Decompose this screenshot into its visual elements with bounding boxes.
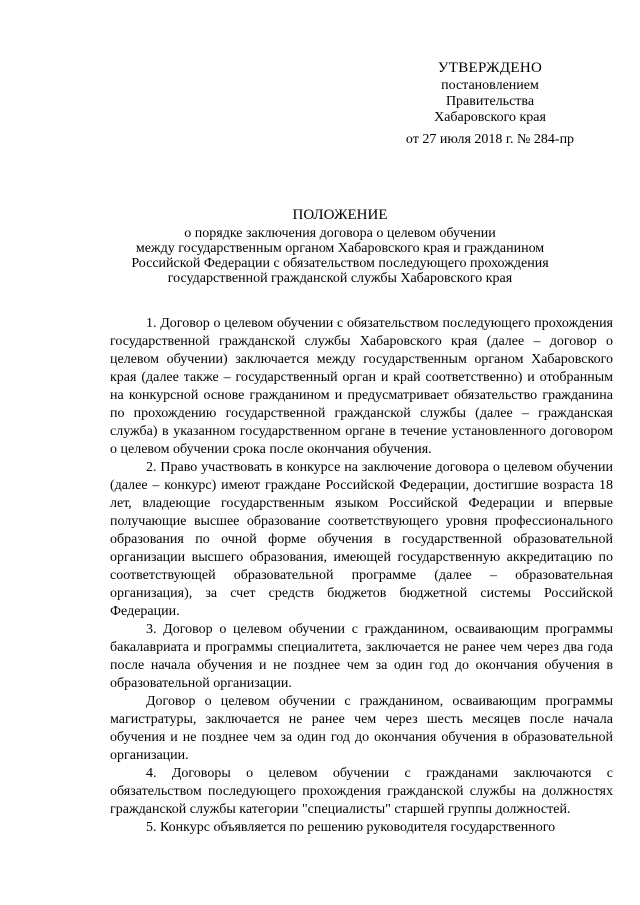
- paragraph-5: 5. Конкурс объявляется по решению руководителя государственного: [146, 820, 556, 835]
- paragraph-1: 1. Договор о целевом обучении с обязательством последующего прохождения государственной гражданской службы Хабаровского края (далее – договор о целевом обучении) заключается между государственным органом Хабаровского края (далее также – государственный орган и край соответственно) и отобранным на конкурсной основе гражданином и предусматривает обязательство гражданина по прохождению государственной гражданской службы (далее – гражданская служба) в указанном государственном органе в течение установленного договором о целевом обучении срока после окончания обучения.: [110, 316, 613, 457]
- paragraph-2: 2. Право участвовать в конкурсе на заключение договора о целевом обучении (далее – конкурс) имеют граждане Российской Федерации, достигшие возраста 18 лет, владеющие государственным языком Российской Федерации и впервые получающие высшее образование соответствующего уровня профессионального образования по очной форме обучения в государственной образовательной организации высшего образования, имеющей государственную аккредитацию по соответствующей образовательной программе (далее – образовательная организация), за счет средств бюджетов бюджетной системы Российской Федерации.: [110, 460, 613, 619]
- document-title: [80, 206, 600, 286]
- paragraph-3-continued: Договор о целевом обучении с гражданином, осваивающим программы магистратуры, заключается не ранее чем через шесть месяцев после начала обучения и не позднее чем за один год до окончания обучения в образовательной организации.: [110, 694, 613, 763]
- title-line-3: Российской Федерации с обязательством последующего прохождения: [131, 256, 549, 271]
- paragraph-3: 3. Договор о целевом обучении с гражданином, осваивающим программы бакалавриата и программы специалитета, заключается не ранее чем через два года после начала обучения и не позднее чем за один год до окончания обучения в образовательной организации.: [110, 622, 613, 691]
- approval-heading: УТВЕРЖДЕНО: [437, 60, 543, 76]
- paragraph-4: 4. Договоры о целевом обучении с гражданами заключаются с обязательством последующего прохождения гражданской службы на должностях гражданской службы категории "специалисты" старшей группы должностей.: [110, 766, 613, 817]
- approval-block: [380, 58, 600, 148]
- title-line-2: между государственным органом Хабаровского края и гражданином: [135, 241, 545, 256]
- approval-line-2: Правительства: [445, 94, 535, 109]
- title-heading: ПОЛОЖЕНИЕ: [292, 207, 388, 223]
- title-line-4: государственной гражданской службы Хабаровского края: [167, 271, 513, 286]
- title-line-1: о порядке заключения договора о целевом обучении: [184, 226, 496, 241]
- approval-line-1: постановлением: [441, 78, 539, 93]
- approval-date: от 27 июля 2018 г. № 284-пр: [405, 132, 575, 147]
- document-body: [110, 315, 613, 837]
- approval-line-3: Хабаровского края: [434, 110, 546, 125]
